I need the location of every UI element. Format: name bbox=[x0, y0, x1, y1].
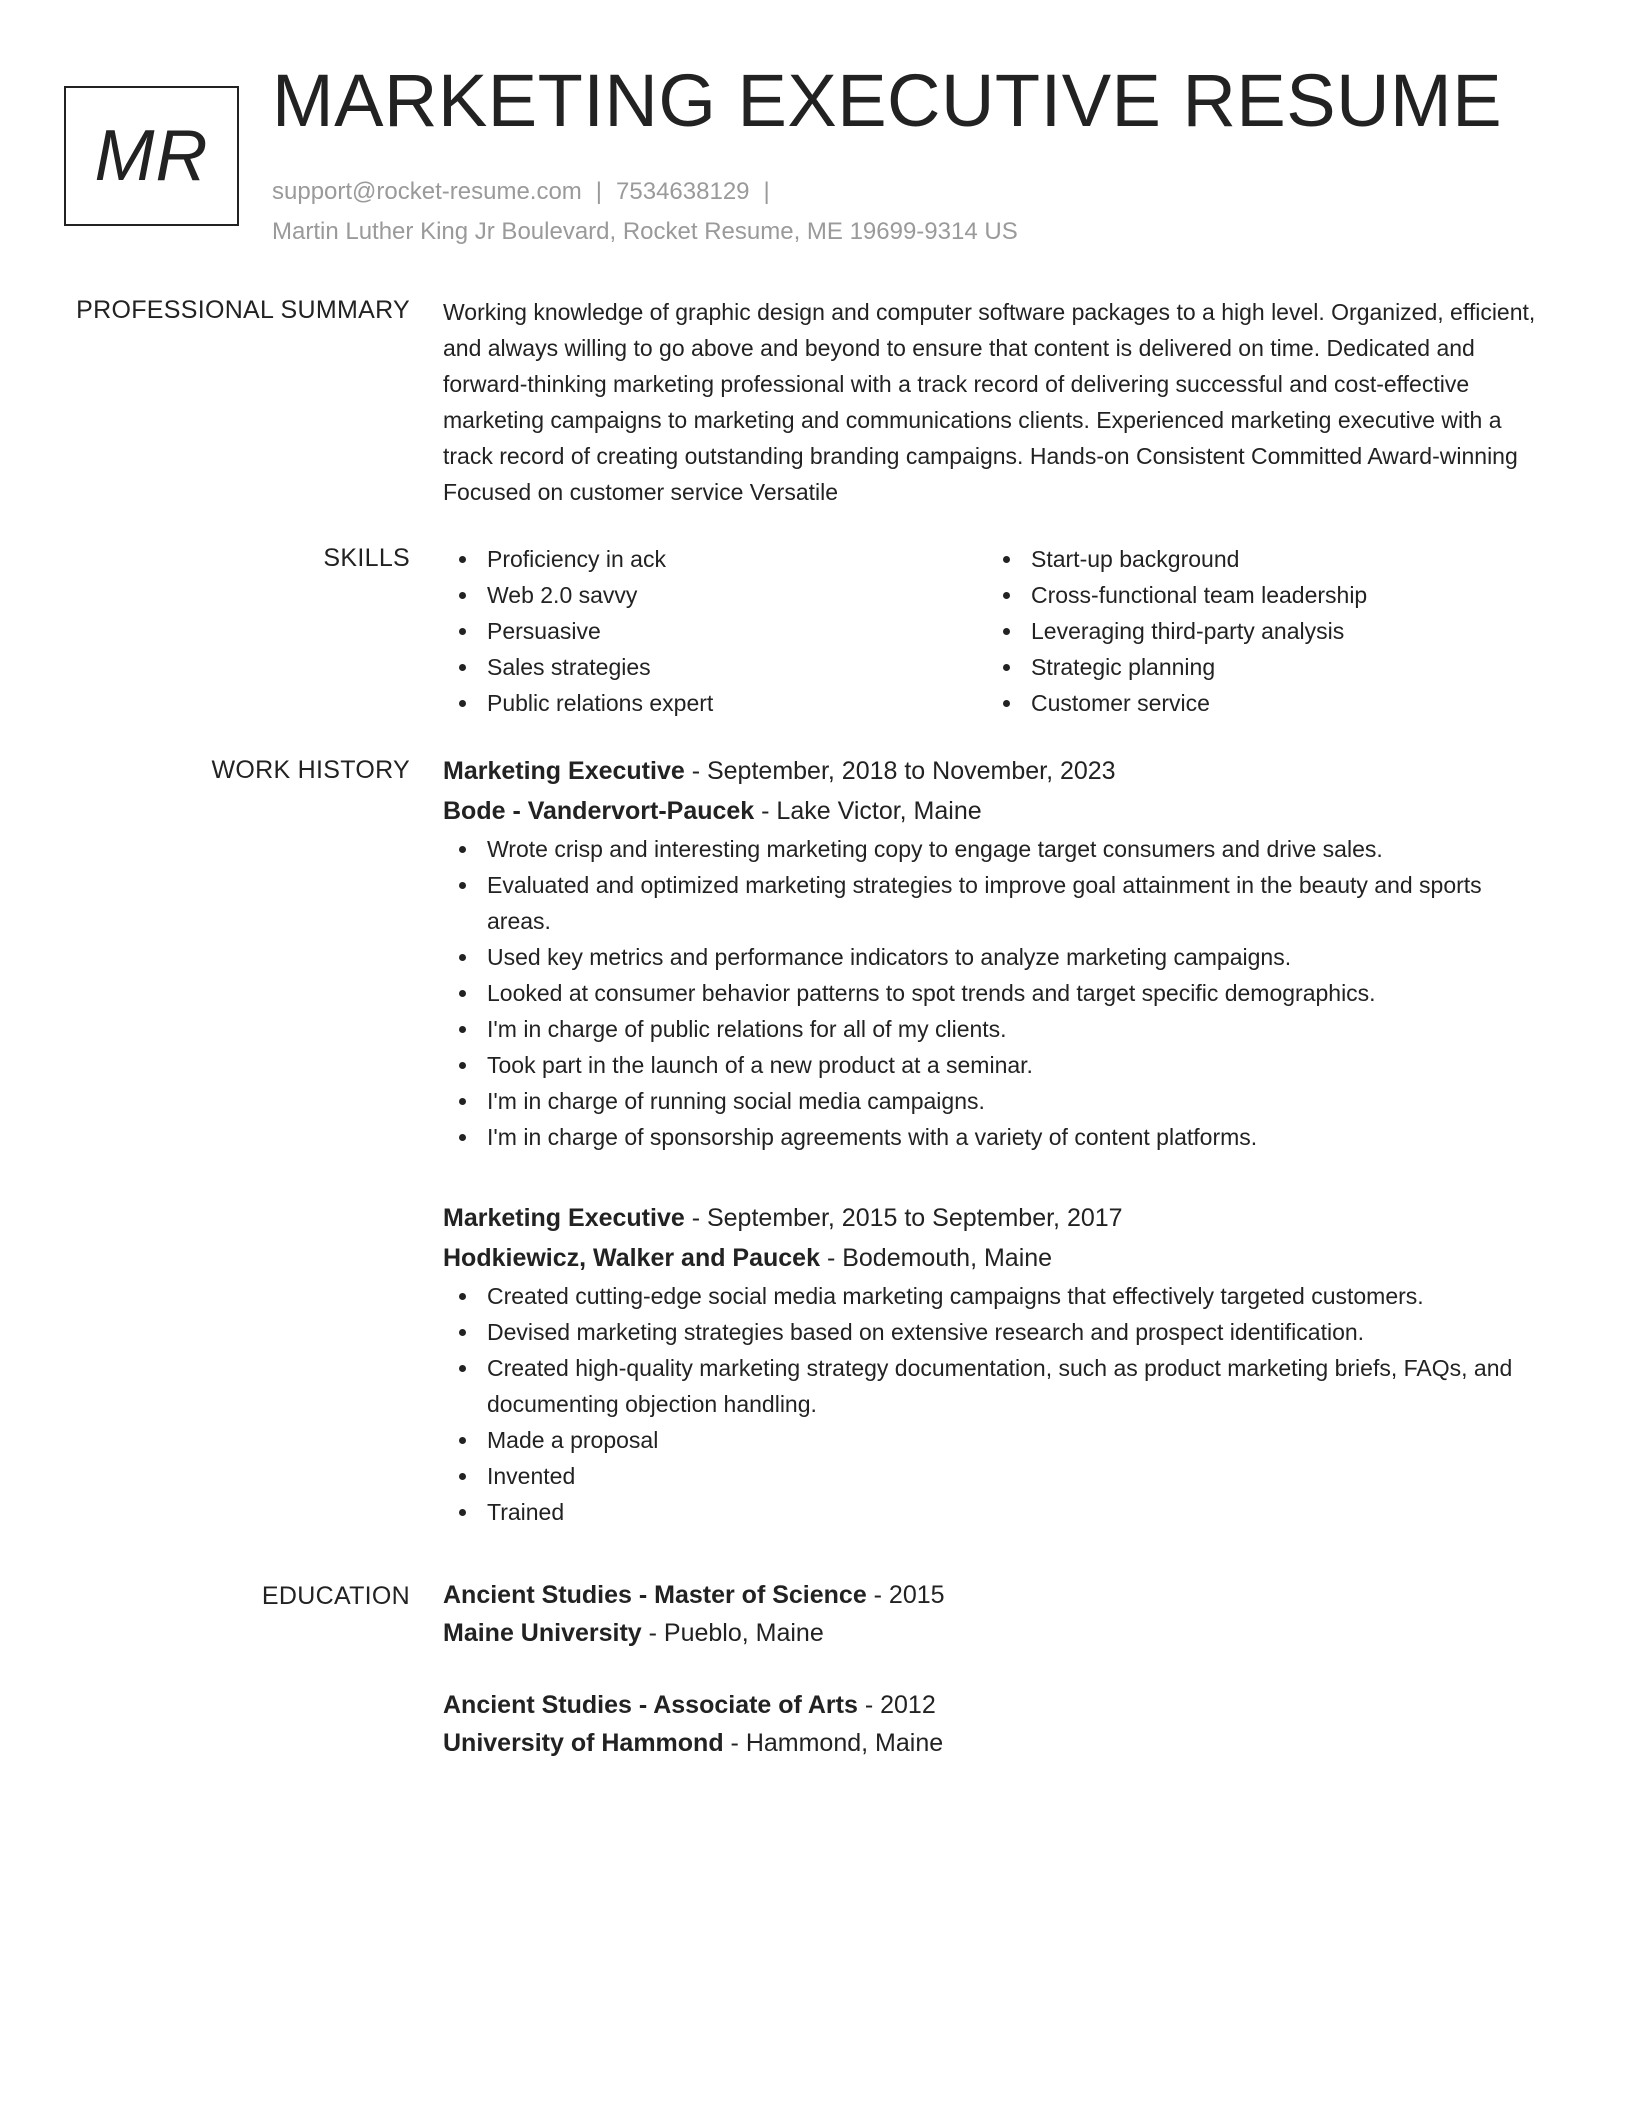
job-entry bbox=[443, 1198, 1543, 1530]
job-bullet: I'm in charge of public relations for all of my clients. bbox=[443, 1011, 1543, 1047]
company-line bbox=[443, 791, 1543, 831]
degree-name: Ancient Studies - Associate of Arts bbox=[443, 1691, 858, 1719]
job-bullet: Looked at consumer behavior patterns to spot trends and target specific demographics. bbox=[443, 975, 1543, 1011]
job-title: Marketing Executive bbox=[443, 757, 685, 785]
job-bullet: Made a proposal bbox=[443, 1422, 1543, 1458]
job-bullet: Evaluated and optimized marketing strategies to improve goal attainment in the beauty and sports areas. bbox=[443, 867, 1543, 939]
company-line bbox=[443, 1238, 1543, 1278]
skill-item: Cross-functional team leadership bbox=[987, 577, 1531, 613]
separator: | bbox=[763, 178, 770, 205]
summary-section bbox=[443, 294, 1543, 510]
summary-text: Working knowledge of graphic design and computer software packages to a high level. Organized, efficient, and always willing to go above and beyond to ensure that content is delivered on time. Dedicated and forward-thinking marketing professional with a track record of delivering successful and cost-effective marketing campaigns to marketing and communications clients. Experienced marketing executive with a track record of creating outstanding branding campaigns. Hands-on Consistent Committed Award-winning Focused on customer service Versatile bbox=[443, 299, 1536, 505]
phone-text: 7534638129 bbox=[616, 178, 750, 205]
job-dates: - September, 2015 to September, 2017 bbox=[684, 1204, 1123, 1232]
skills-section bbox=[443, 541, 1543, 721]
skill-item: Web 2.0 savvy bbox=[443, 577, 987, 613]
degree-line bbox=[443, 1576, 1543, 1614]
job-bullet: Devised marketing strategies based on extensive research and prospect identification. bbox=[443, 1314, 1543, 1350]
job-dates: - September, 2018 to November, 2023 bbox=[684, 757, 1116, 785]
skill-item: Persuasive bbox=[443, 613, 987, 649]
job-entry bbox=[443, 751, 1543, 1155]
job-bullet: Invented bbox=[443, 1458, 1543, 1494]
job-bullet: I'm in charge of sponsorship agreements with a variety of content platforms. bbox=[443, 1119, 1543, 1155]
job-bullet: Trained bbox=[443, 1494, 1543, 1530]
job-bullet: Took part in the launch of a new product at a seminar. bbox=[443, 1047, 1543, 1083]
degree-line bbox=[443, 1686, 1543, 1724]
school-location: - Hammond, Maine bbox=[723, 1729, 944, 1757]
separator: | bbox=[595, 178, 603, 205]
job-title: Marketing Executive bbox=[443, 1204, 685, 1232]
address-text: Martin Luther King Jr Boulevard, Rocket Resume, ME 19699-9314 US bbox=[272, 218, 1018, 245]
monogram-initials: MR bbox=[94, 116, 209, 196]
company-location: - Lake Victor, Maine bbox=[754, 797, 982, 825]
job-bullet: I'm in charge of running social media campaigns. bbox=[443, 1083, 1543, 1119]
job-bullets bbox=[443, 831, 1543, 1155]
school-name: University of Hammond bbox=[443, 1729, 724, 1757]
school-line bbox=[443, 1614, 1543, 1652]
skill-item: Proficiency in ack bbox=[443, 541, 987, 577]
school-location: - Pueblo, Maine bbox=[641, 1619, 824, 1647]
contact-line bbox=[272, 172, 1018, 212]
company-location: - Bodemouth, Maine bbox=[820, 1244, 1053, 1272]
skill-item: Public relations expert bbox=[443, 685, 987, 721]
education-entry bbox=[443, 1576, 1543, 1652]
company-name: Hodkiewicz, Walker and Paucek bbox=[443, 1244, 820, 1272]
skill-item: Leveraging third-party analysis bbox=[987, 613, 1531, 649]
section-label-education: EDUCATION bbox=[261, 1582, 410, 1610]
skills-columns bbox=[443, 541, 1543, 721]
email-text: support@rocket-resume.com bbox=[272, 178, 582, 205]
monogram-badge bbox=[64, 86, 239, 226]
school-name: Maine University bbox=[443, 1619, 642, 1647]
company-name: Bode - Vandervort-Paucek bbox=[443, 797, 755, 825]
degree-name: Ancient Studies - Master of Science bbox=[443, 1581, 867, 1609]
school-line bbox=[443, 1724, 1543, 1762]
job-title-line bbox=[443, 751, 1543, 791]
section-label-summary: PROFESSIONAL SUMMARY bbox=[76, 296, 410, 324]
section-label-work: WORK HISTORY bbox=[211, 756, 410, 784]
skills-list-left bbox=[443, 541, 987, 721]
contact-info bbox=[272, 172, 1018, 252]
job-bullets bbox=[443, 1278, 1543, 1530]
degree-year: - 2015 bbox=[866, 1581, 945, 1609]
section-label-skills: SKILLS bbox=[323, 544, 410, 572]
job-title-line bbox=[443, 1198, 1543, 1238]
skill-item: Sales strategies bbox=[443, 649, 987, 685]
skill-item: Start-up background bbox=[987, 541, 1531, 577]
job-bullet: Wrote crisp and interesting marketing copy to engage target consumers and drive sales. bbox=[443, 831, 1543, 867]
skill-item: Strategic planning bbox=[987, 649, 1531, 685]
degree-year: - 2012 bbox=[857, 1691, 936, 1719]
resume-title: MARKETING EXECUTIVE RESUME bbox=[272, 59, 1503, 142]
skills-list-right bbox=[987, 541, 1531, 721]
skill-item: Customer service bbox=[987, 685, 1531, 721]
job-bullet: Created cutting-edge social media marketing campaigns that effectively targeted customers. bbox=[443, 1278, 1543, 1314]
job-bullet: Created high-quality marketing strategy documentation, such as product marketing briefs, FAQs, and documenting objection handling. bbox=[443, 1350, 1543, 1422]
job-bullet: Used key metrics and performance indicators to analyze marketing campaigns. bbox=[443, 939, 1543, 975]
education-entry bbox=[443, 1686, 1543, 1762]
